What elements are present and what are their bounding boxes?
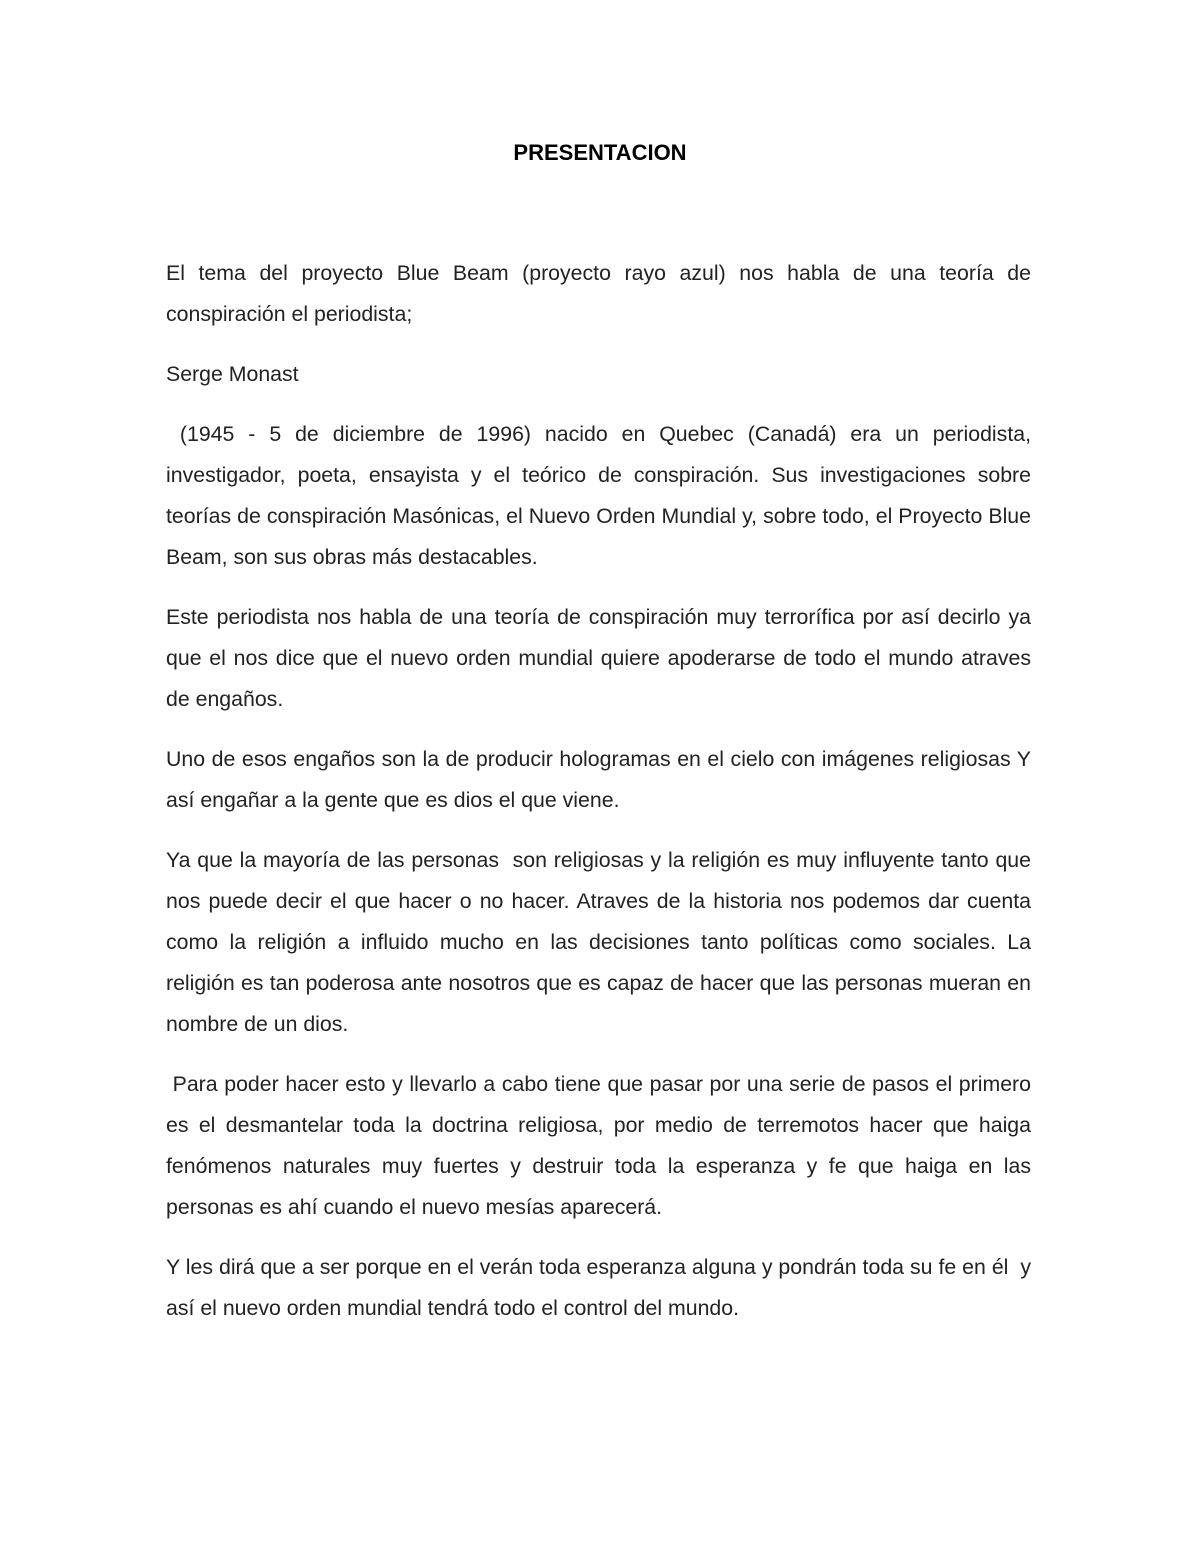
paragraph-steps: Para poder hacer esto y llevarlo a cabo tiene que pasar por una serie de pasos el primero es el desmantelar toda la doctrina religiosa, por medio de terremotos hacer que haiga fenómenos naturales muy fuertes y destruir toda la esperanza y fe que haiga en las personas es ahí cuando el nuevo mesías aparecerá. — [166, 1072, 1037, 1219]
paragraph-religion: Ya que la mayoría de las personas son religiosas y la religión es muy influyente tanto que nos puede decir el que hacer o no hacer. Atraves de la historia nos podemos dar cuenta como la religión a influido mucho en las decisiones tanto políticas como sociales. La religión es tan poderosa ante nosotros que es capaz de hacer que las personas mueran en nombre de un dios. — [166, 848, 1037, 1036]
paragraph-theory: Este periodista nos habla de una teoría de conspiración muy terrorífica por así decirlo ya que el nos dice que el nuevo orden mundial quiere apoderarse de todo el mundo atraves de engaños. — [166, 605, 1037, 711]
paragraph-intro: El tema del proyecto Blue Beam (proyecto rayo azul) nos habla de una teoría de conspiración el periodista; — [166, 261, 1037, 326]
paragraph-author-bio: (1945 - 5 de diciembre de 1996) nacido en Quebec (Canadá) era un periodista, investigador, poeta, ensayista y el teórico de conspiración. Sus investigaciones sobre teorías de conspiración Masónicas, el Nuevo Orden Mundial y, sobre todo, el Proyecto Blue Beam, son sus obras más destacables. — [166, 422, 1037, 569]
paragraph-conclusion: Y les dirá que a ser porque en el verán toda esperanza alguna y pondrán toda su fe en él y así el nuevo orden mundial tendrá todo el control del mundo. — [166, 1255, 1037, 1320]
paragraph-author-name: Serge Monast — [166, 362, 299, 386]
document-body — [166, 253, 1037, 1348]
paragraph-holograms: Uno de esos engaños son la de producir hologramas en el cielo con imágenes religiosas Y así engañar a la gente que es dios el que viene. — [166, 747, 1037, 812]
page-title: PRESENTACION — [513, 140, 687, 165]
